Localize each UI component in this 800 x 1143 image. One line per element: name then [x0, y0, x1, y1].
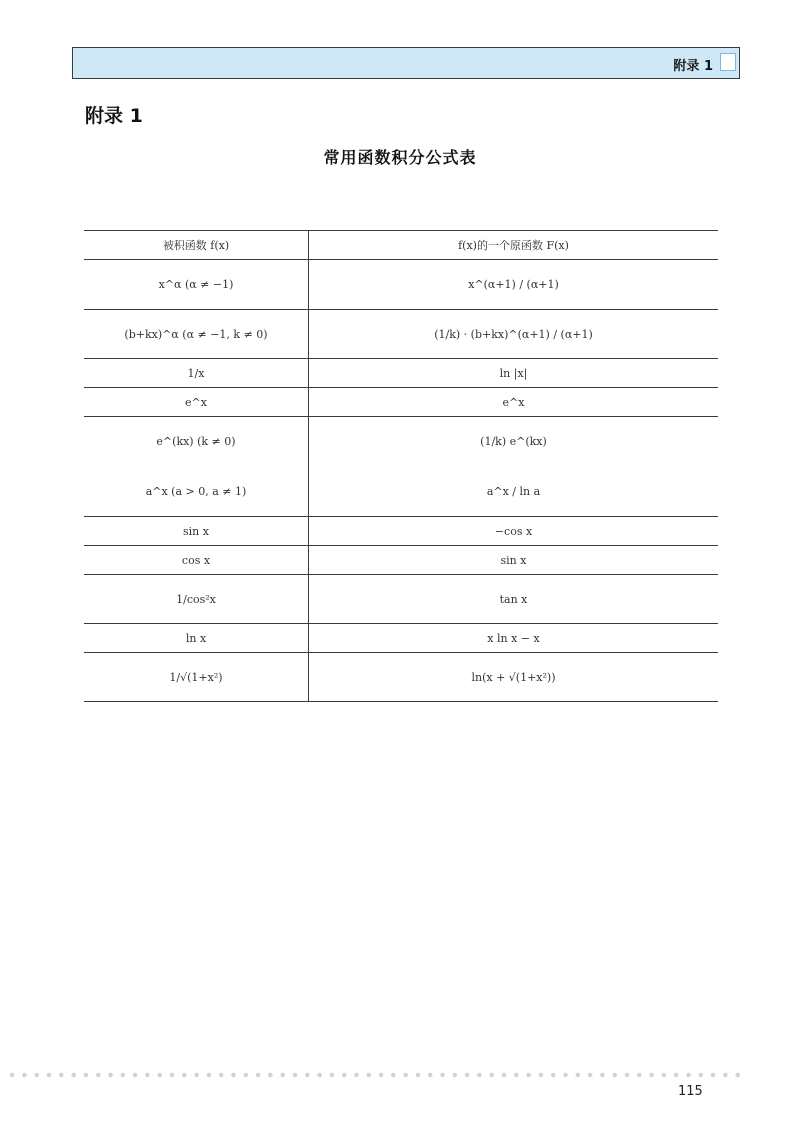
- integrand-cell: ln x: [84, 624, 309, 653]
- table-row: [84, 417, 718, 467]
- column-header-integrand: 被积函数 f(x): [84, 231, 309, 260]
- antiderivative-cell: a^x / ln a: [486, 484, 541, 498]
- antiderivative-cell: −cos x: [494, 524, 533, 538]
- running-header: [72, 47, 740, 79]
- integrand-cell: 1/x: [84, 359, 309, 388]
- footer-dotted-rule: [6, 1071, 746, 1079]
- table-row: [84, 310, 718, 359]
- table-header-row: [84, 231, 718, 260]
- antiderivative-cell: tan x: [499, 592, 528, 606]
- page-number: 115: [678, 1084, 703, 1099]
- header-marker-square: [720, 53, 736, 71]
- antiderivative-cell: x ln x − x: [487, 631, 540, 645]
- antiderivative-cell: e^x: [502, 395, 525, 409]
- antiderivative-cell: (1/k) · (b+kx)^(α+1) / (α+1): [434, 327, 593, 341]
- integrand-cell: x^α (α ≠ −1): [84, 260, 309, 310]
- table-row: [84, 624, 718, 653]
- table-row: [84, 359, 718, 388]
- antiderivative-cell: sin x: [500, 553, 527, 567]
- table-row: [84, 575, 718, 624]
- table-row: [84, 388, 718, 417]
- antiderivative-cell: x^(α+1) / (α+1): [468, 278, 559, 291]
- integrand-cell: 1/√(1+x²): [84, 653, 309, 702]
- running-header-label: 附录 1: [673, 59, 713, 74]
- antiderivative-cell: (1/k) e^(kx): [480, 435, 547, 449]
- column-header-antiderivative: f(x)的一个原函数 F(x): [458, 239, 569, 252]
- table-title: 常用函数积分公式表: [323, 148, 477, 167]
- table-row: [84, 260, 718, 310]
- antiderivative-cell: ln |x|: [499, 366, 528, 380]
- integrand-cell: e^x: [84, 388, 309, 417]
- antiderivative-cell: ln(x + √(1+x²)): [471, 670, 556, 684]
- table-row: [84, 467, 718, 517]
- integrand-cell: sin x: [84, 517, 309, 546]
- table-row: [84, 546, 718, 575]
- integral-formula-table: [84, 230, 718, 702]
- integrand-cell: 1/cos²x: [84, 575, 309, 624]
- table-row: [84, 653, 718, 702]
- integrand-cell: cos x: [84, 546, 309, 575]
- table-row: [84, 517, 718, 546]
- integrand-cell: a^x (a > 0, a ≠ 1): [84, 467, 309, 517]
- appendix-title: 附录 1: [85, 105, 143, 127]
- integrand-cell: e^(kx) (k ≠ 0): [84, 417, 309, 467]
- integrand-cell: (b+kx)^α (α ≠ −1, k ≠ 0): [84, 310, 309, 359]
